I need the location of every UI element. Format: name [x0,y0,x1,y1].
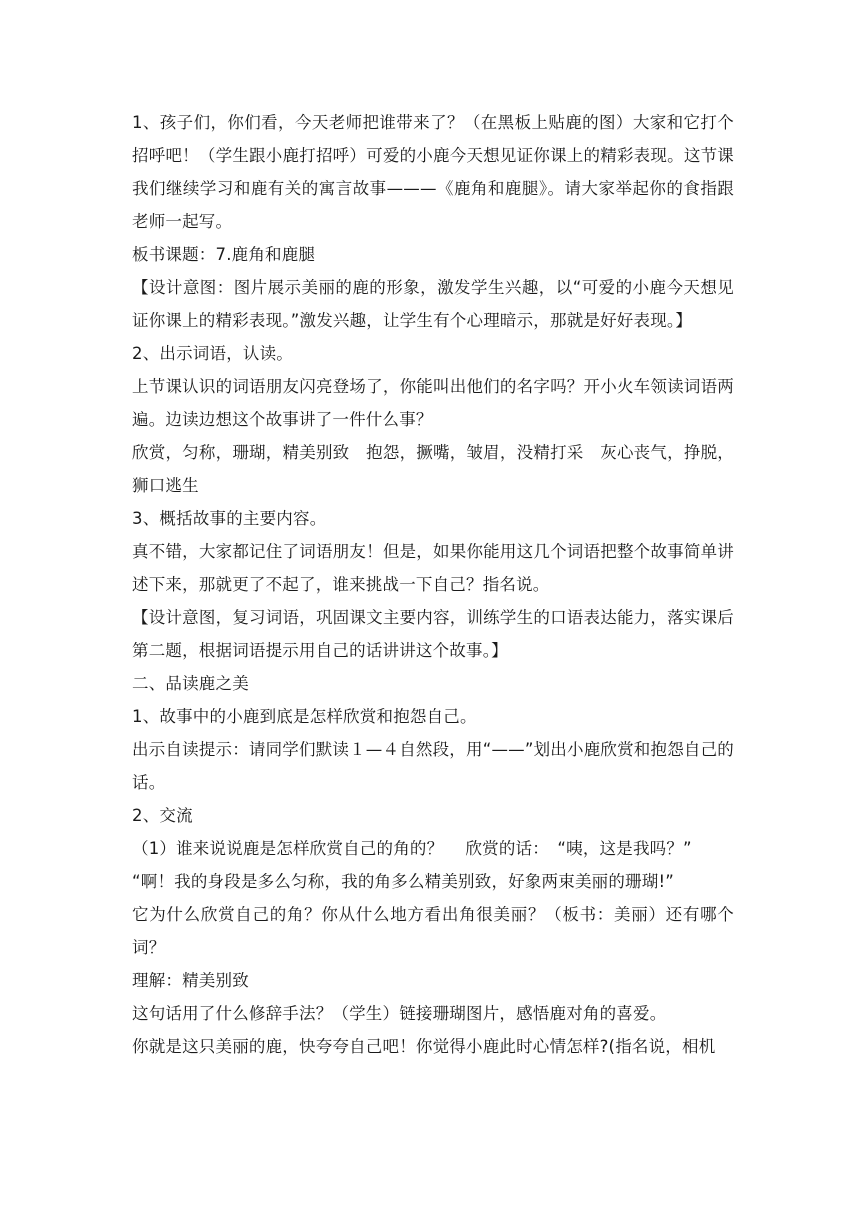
paragraph-quote: “啊！我的身段是多么匀称，我的角多么精美别致，好象两束美丽的珊瑚!” [132,872,675,891]
paragraph-understanding: 理解：精美别致 [132,971,249,990]
paragraph-appreciation-question: （1）谁来说说鹿是怎样欣赏自己的角的？ 欣赏的话： “咦，这是我吗？” [132,839,692,858]
paragraph-vocab-intro: 上节课认识的词语朋友闪亮登场了，你能叫出他们的名字吗？开小火车领读词语两遍。边读边想这个故事讲了一件什么事？ [132,377,734,429]
paragraph-reading-prompt: 出示自读提示：请同学们默读１—４自然段，用“——”划出小鹿欣赏和抱怨自己的话。 [132,740,734,792]
paragraph-step-3-heading: 3、概括故事的主要内容。 [132,509,327,528]
paragraph-board-title: 板书课题：7.鹿角和鹿腿 [132,245,316,264]
paragraph-step-2-heading: 2、出示词语，认读。 [132,344,293,363]
paragraph-summary-challenge: 真不错，大家都记住了词语朋友！但是，如果你能用这几个词语把整个故事简单讲述下来，那就更了不起了，谁来挑战一下自己？指名说。 [132,542,734,594]
paragraph-design-intent-2: 【设计意图，复习词语，巩固课文主要内容，训练学生的口语表达能力，落实课后第二题，根据词语提示用自己的话讲讲这个故事。】 [132,608,734,660]
paragraph-design-intent-1: 【设计意图：图片展示美丽的鹿的形象，激发学生兴趣，以“可爱的小鹿今天想见证你课上的精彩表现。”激发兴趣，让学生有个心理暗示，那就是好好表现。】 [132,278,734,330]
paragraph-praise-self: 你就是这只美丽的鹿，快夸夸自己吧！你觉得小鹿此时心情怎样?(指名说，相机 [132,1037,716,1056]
paragraph-why-question: 它为什么欣赏自己的角？你从什么地方看出角很美丽？（板书：美丽）还有哪个词？ [132,905,734,957]
paragraph-rhetoric: 这句话用了什么修辞手法？（学生）链接珊瑚图片，感悟鹿对角的喜爱。 [132,1004,667,1023]
paragraph-question-1: 1、故事中的小鹿到底是怎样欣赏和抱怨自己。 [132,707,477,726]
document-body [132,106,734,1063]
paragraph-vocab-list: 欣赏，匀称，珊瑚，精美别致 抱怨，撅嘴，皱眉，没精打采 灰心丧气，挣脱，狮口逃生 [132,443,734,495]
section-heading-2: 二、品读鹿之美 [132,674,249,693]
paragraph-exchange-heading: 2、交流 [132,806,193,825]
paragraph-intro-greeting: 1、孩子们，你们看，今天老师把谁带来了？（在黑板上贴鹿的图）大家和它打个招呼吧！（学生跟小鹿打招呼）可爱的小鹿今天想见证你课上的精彩表现。这节课我们继续学习和鹿有关的寓言故事———《鹿角和鹿腿》。请大家举起你的食指跟老师一起写。 [132,113,734,231]
